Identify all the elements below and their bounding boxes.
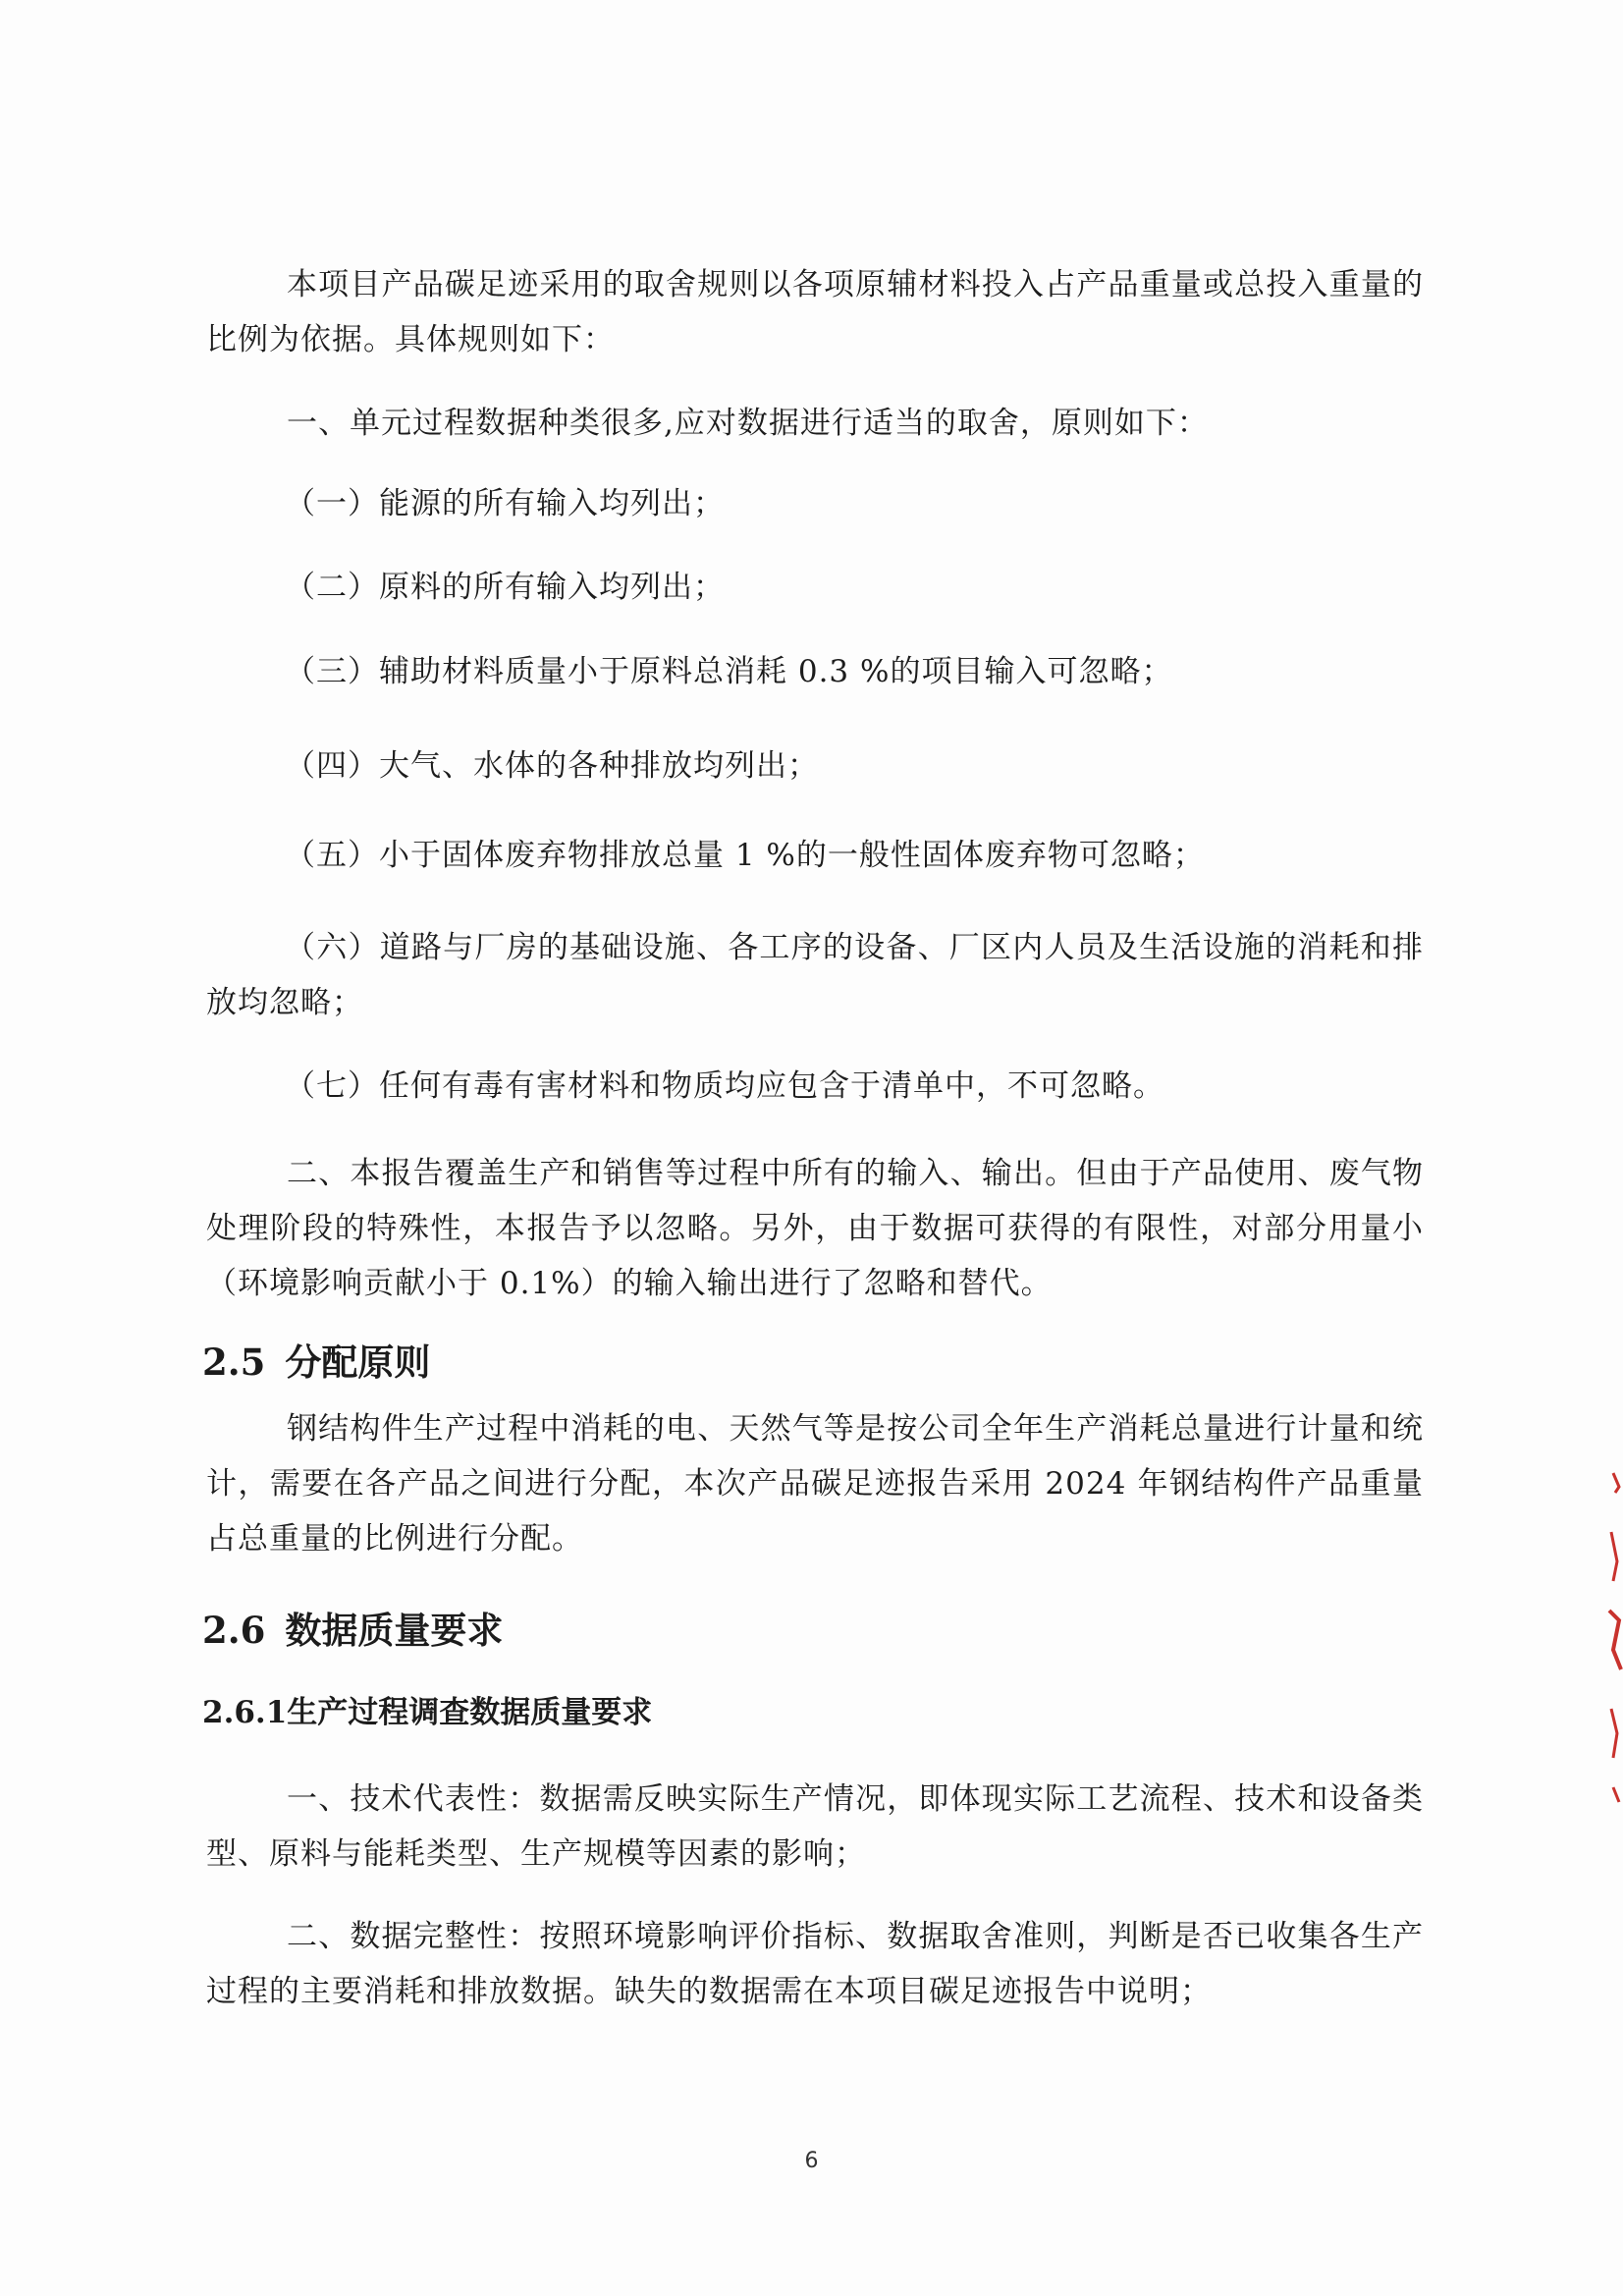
list-item: （四）大气、水体的各种排放均列出； [285, 748, 819, 784]
list-item: （三）辅助材料质量小于原料总消耗 0.3 %的项目输入可忽略； [285, 654, 1173, 689]
rule-one-paragraph: 一、单元过程数据种类很多,应对数据进行适当的取舍，原则如下： [287, 406, 1209, 441]
list-item: （一）能源的所有输入均列出； [285, 486, 725, 521]
section-number: 2.5 [202, 1340, 266, 1384]
list-item: （七）任何有毒有害材料和物质均应包含于清单中，不可忽略。 [285, 1068, 1164, 1104]
data-completeness-paragraph: 二、数据完整性：按照环境影响评价指标、数据取舍准则，判断是否已收集各生产过程的主要消耗和排放数据。缺失的数据需在本项目碳足迹报告中说明； [206, 1919, 1424, 2009]
list-item: （二）原料的所有输入均列出； [285, 570, 725, 605]
section-number: 2.6 [202, 1609, 266, 1652]
page-number: 6 [804, 2149, 819, 2173]
rule-two-paragraph: 二、本报告覆盖生产和销售等过程中所有的输入、输出。但由于产品使用、废气物处理阶段的特殊性，本报告予以忽略。另外，由于数据可获得的有限性，对部分用量小（环境影响贡献小于 0.1%）的输入输出进行了忽略和替代。 [206, 1156, 1424, 1301]
section-heading-2-6 [202, 1606, 503, 1655]
red-seal-edge-mark [1584, 1463, 1623, 1817]
technical-representativeness-paragraph: 一、技术代表性：数据需反映实际生产情况，即体现实际工艺流程、技术和设备类型、原料与能耗类型、生产规模等因素的影响； [206, 1781, 1424, 1872]
section-title: 数据质量要求 [285, 1609, 504, 1652]
list-item: （五）小于固体废弃物排放总量 1 %的一般性固体废弃物可忽略； [285, 838, 1205, 873]
list-item: （六）道路与厂房的基础设施、各工序的设备、厂区内人员及生活设施的消耗和排放均忽略； [206, 930, 1424, 1020]
allocation-paragraph: 钢结构件生产过程中消耗的电、天然气等是按公司全年生产消耗总量进行计量和统计，需要在各产品之间进行分配，本次产品碳足迹报告采用 2024 年钢结构件产品重量占总重量的比例进行分配。 [206, 1411, 1424, 1557]
subsection-heading-2-6-1: 2.6.1生产过程调查数据质量要求 [202, 1695, 653, 1730]
intro-paragraph: 本项目产品碳足迹采用的取舍规则以各项原辅材料投入占产品重量或总投入重量的比例为依据。具体规则如下： [206, 267, 1424, 357]
section-title: 分配原则 [285, 1340, 431, 1384]
section-heading-2-5 [202, 1338, 430, 1387]
